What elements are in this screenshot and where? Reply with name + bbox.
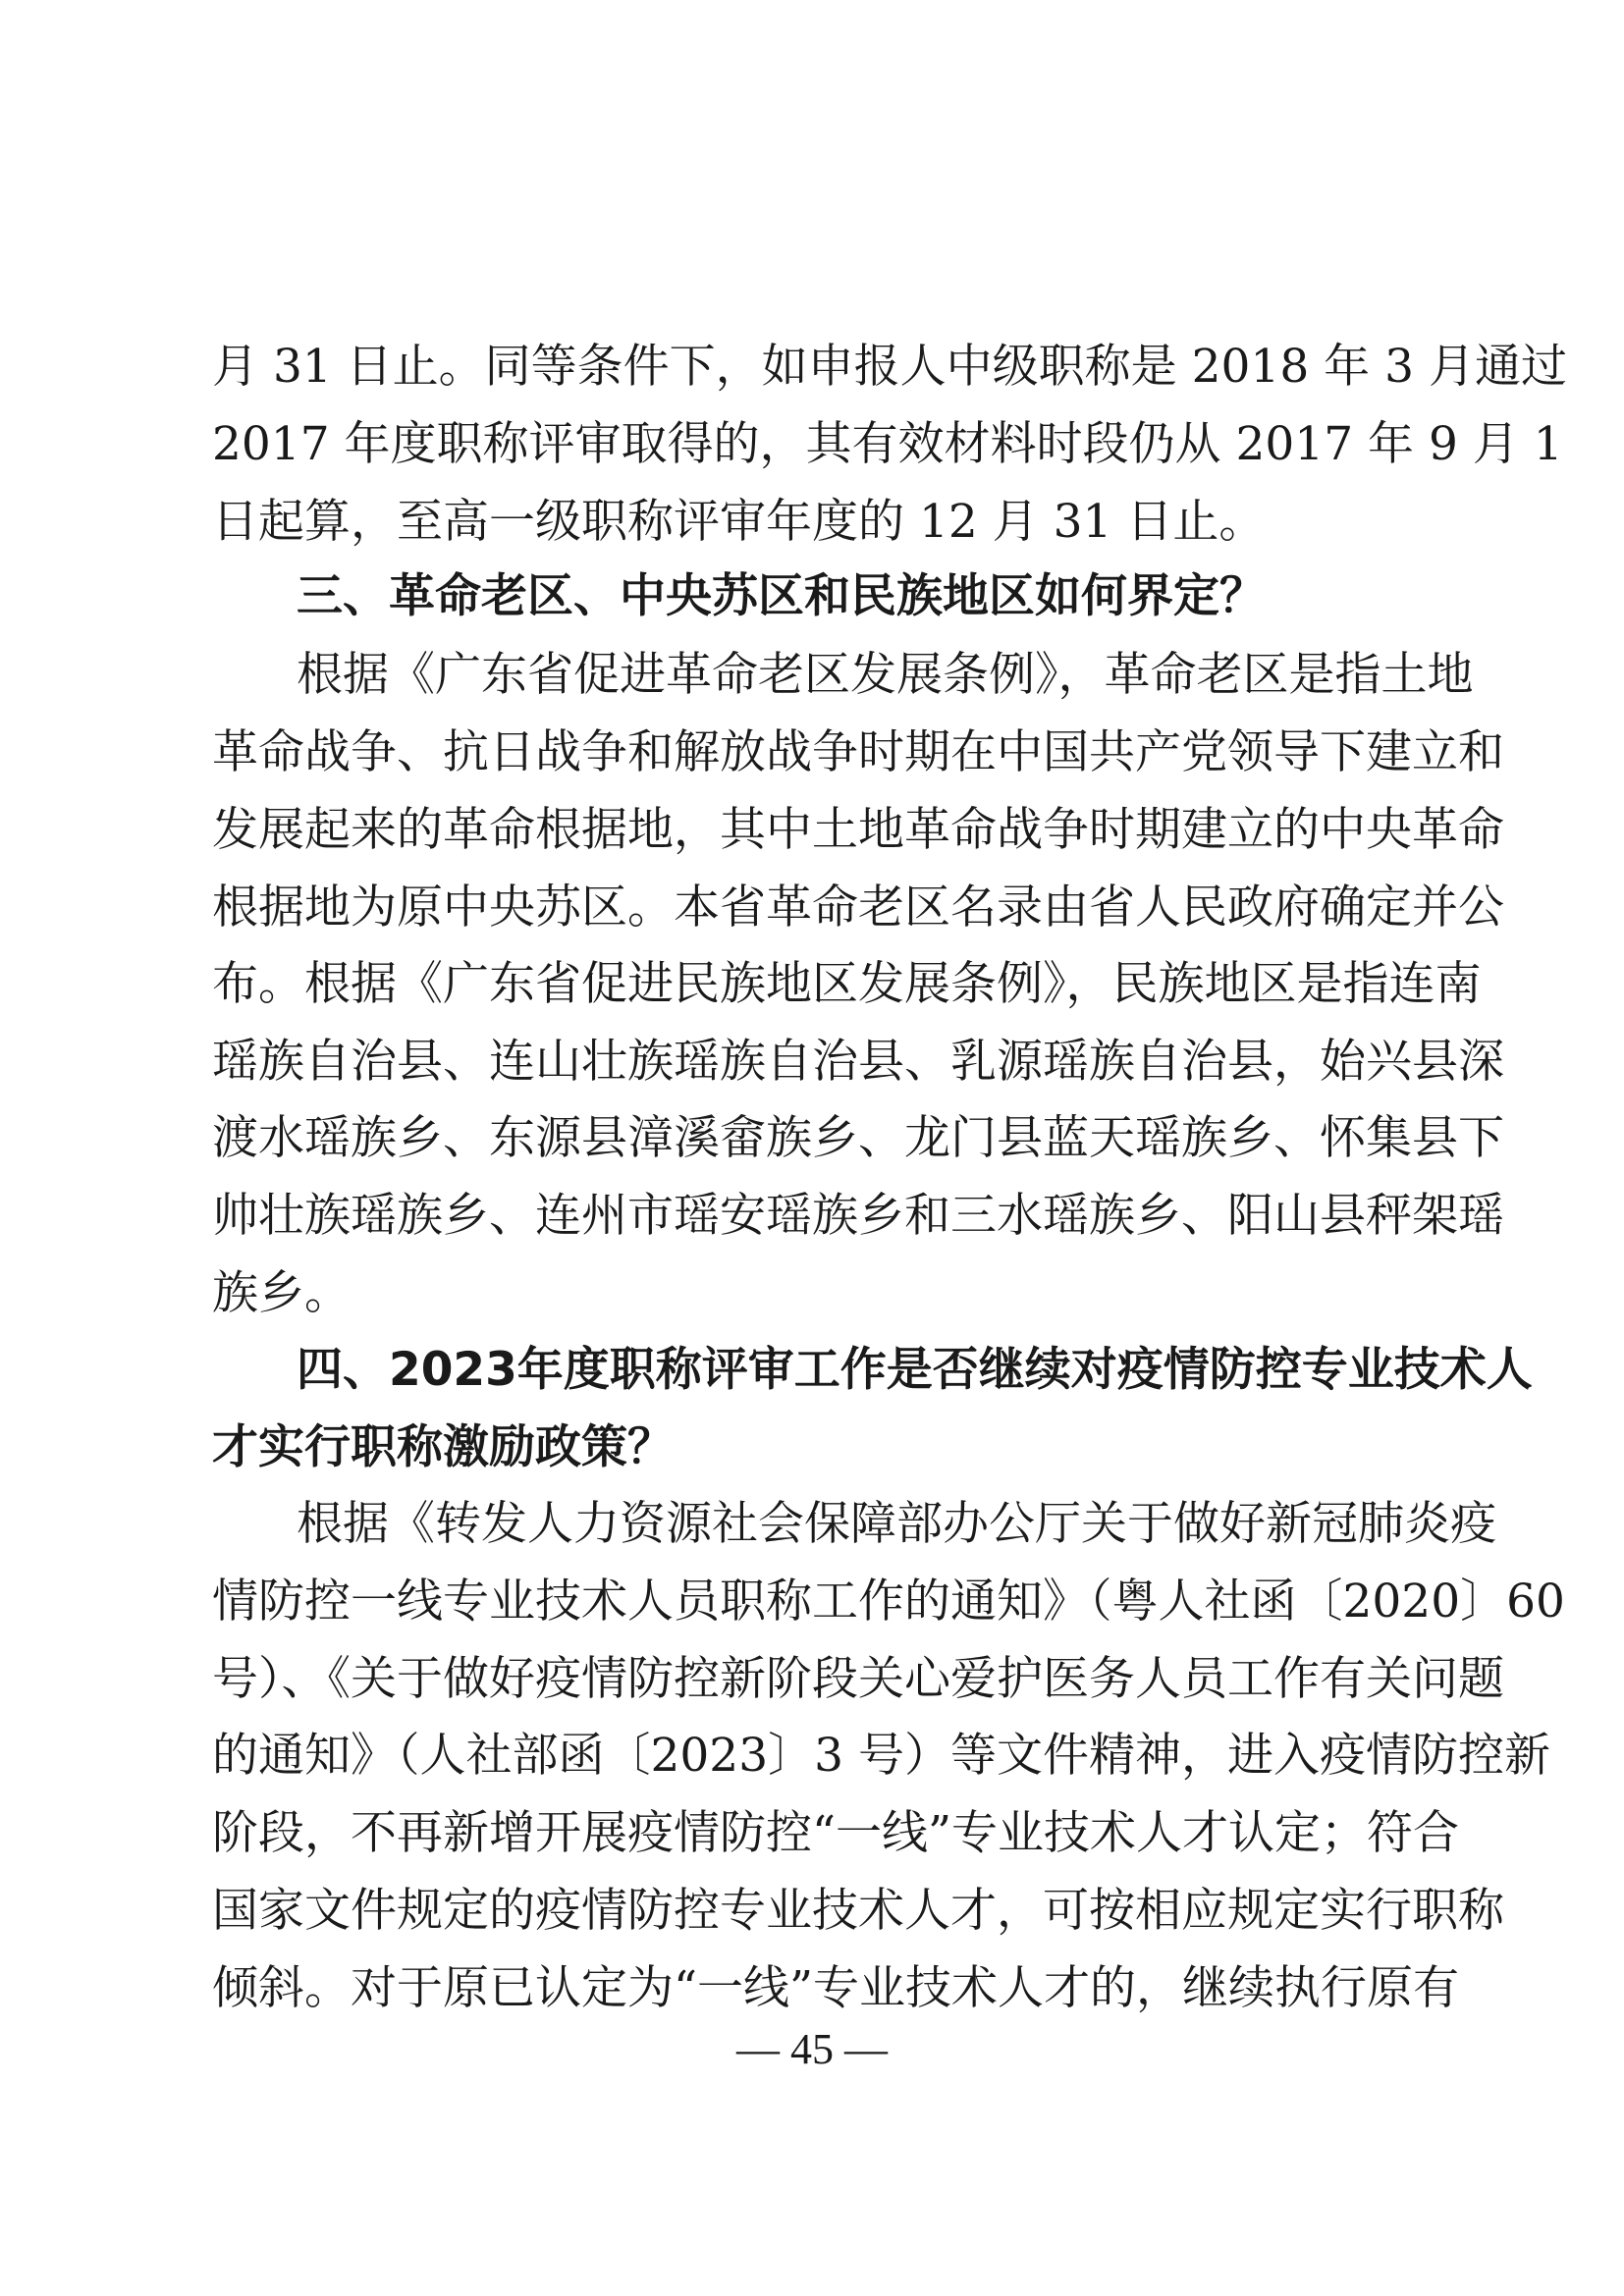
section-heading: 三、革命老区、中央苏区和民族地区如何界定？	[297, 569, 1266, 623]
paragraph-line: 号）、《关于做好疫情防控新阶段关心爱护医务人员工作有关问题	[212, 1652, 1504, 1706]
paragraph-line: 瑶族自治县、连山壮族瑶族自治县、乳源瑶族自治县，始兴县深	[212, 1035, 1504, 1089]
paragraph-line: 情防控一线专业技术人员职称工作的通知》（粤人社函〔2020〕60	[212, 1575, 1565, 1629]
paragraph-line: 根据地为原中央苏区。本省革命老区名录由省人民政府确定并公	[212, 881, 1504, 934]
paragraph-line: 革命战争、抗日战争和解放战争时期在中国共产党领导下建立和	[212, 725, 1504, 779]
section-heading: 四、2023年度职称评审工作是否继续对疫情防控专业技术人	[297, 1343, 1533, 1397]
paragraph-line: 2017 年度职称评审取得的，其有效材料时段仍从 2017 年 9 月 1	[212, 417, 1563, 471]
paragraph-line: 根据《转发人力资源社会保障部办公厅关于做好新冠肺炎疫	[297, 1497, 1496, 1551]
paragraph-line: 国家文件规定的疫情防控专业技术人才，可按相应规定实行职称	[212, 1884, 1504, 1938]
paragraph-line: 根据《广东省促进革命老区发展条例》，革命老区是指土地	[297, 648, 1474, 702]
paragraph-line: 布。根据《广东省促进民族地区发展条例》，民族地区是指连南	[212, 957, 1482, 1011]
paragraph-line: 族乡。	[212, 1266, 351, 1320]
page-number: — 45 —	[736, 2025, 888, 2073]
section-heading-continued: 才实行职称激励政策？	[212, 1420, 674, 1474]
paragraph-line: 的通知》（人社部函〔2023〕3 号）等文件精神，进入疫情防控新	[212, 1729, 1550, 1783]
paragraph-line: 渡水瑶族乡、东源县漳溪畲族乡、龙门县蓝天瑶族乡、怀集县下	[212, 1111, 1504, 1165]
paragraph-line: 月 31 日止。同等条件下，如申报人中级职称是 2018 年 3 月通过	[212, 340, 1567, 394]
paragraph-line: 日起算，至高一级职称评审年度的 12 月 31 日止。	[212, 495, 1266, 549]
paragraph-line: 阶段，不再新增开展疫情防控“一线”专业技术人才认定；符合	[212, 1806, 1460, 1860]
paragraph-line: 发展起来的革命根据地，其中土地革命战争时期建立的中央革命	[212, 803, 1504, 857]
paragraph-line: 倾斜。对于原已认定为“一线”专业技术人才的，继续执行原有	[212, 1961, 1460, 2015]
paragraph-line: 帅壮族瑶族乡、连州市瑶安瑶族乡和三水瑶族乡、阳山县秤架瑶	[212, 1189, 1504, 1243]
